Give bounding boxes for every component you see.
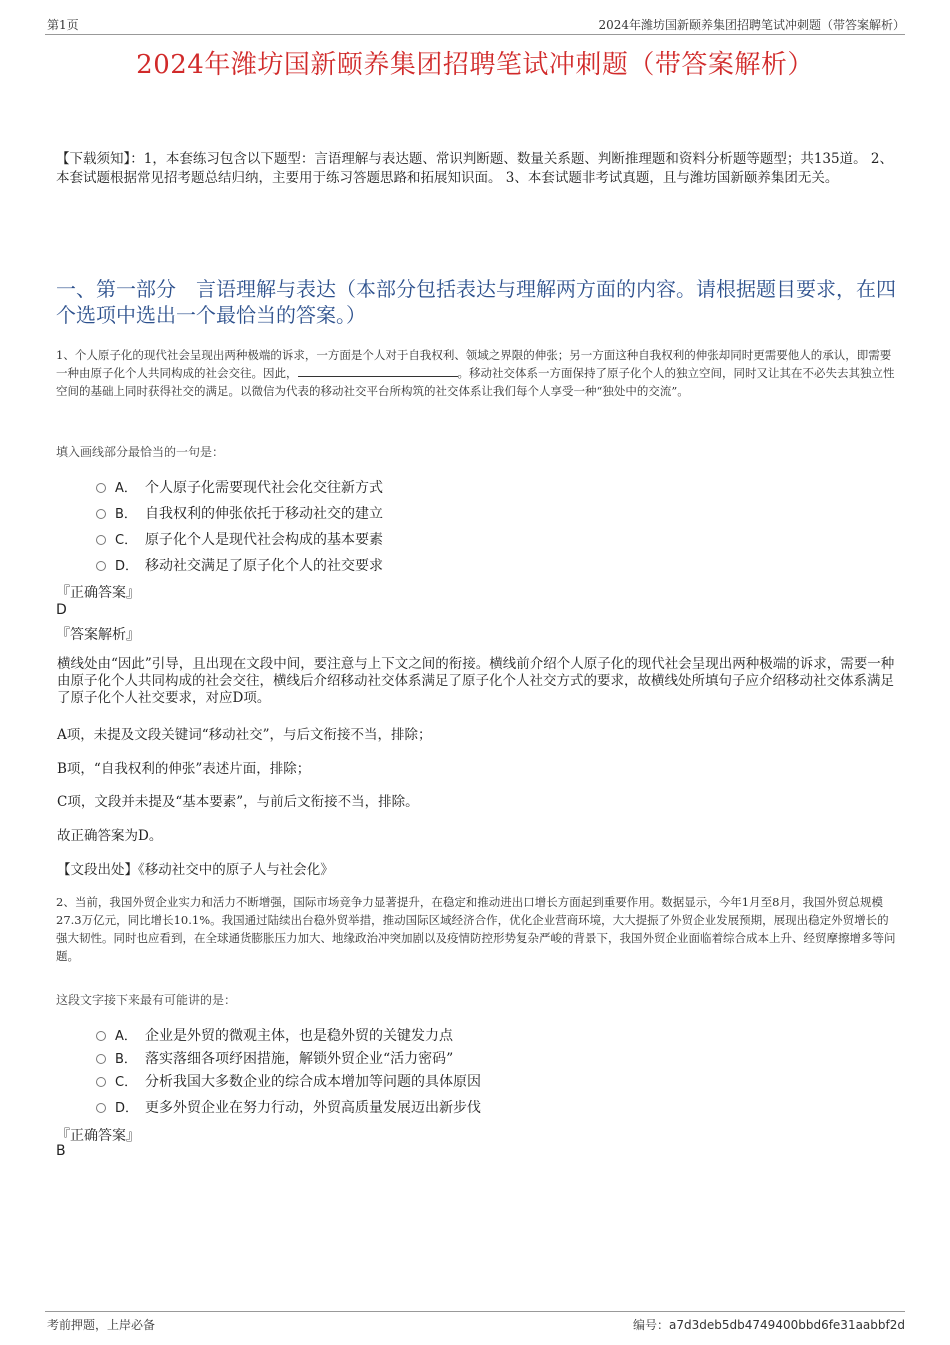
- section-heading: 一、第一部分 言语理解与表达（本部分包括表达与理解两方面的内容。请根据题目要求，在四个选项中选出一个最恰当的答案。）: [56, 277, 896, 327]
- option-b[interactable]: [96, 1048, 856, 1071]
- option-text: 自我权利的伸张依托于移动社交的建立: [145, 506, 383, 522]
- radio-icon[interactable]: [96, 483, 106, 493]
- option-b[interactable]: [96, 503, 856, 529]
- question-1-text: [56, 346, 896, 400]
- question-2-prompt: 这段文字接下来最有可能讲的是：: [56, 993, 237, 1007]
- option-letter: D．: [115, 559, 139, 574]
- analysis-option-a: A项，未提及文段关键词“移动社交”，与后文衔接不当，排除；: [57, 727, 432, 743]
- text-source: 【文段出处】《移动社交中的原子人与社会化》: [57, 862, 334, 878]
- radio-icon[interactable]: [96, 535, 106, 545]
- radio-icon[interactable]: [96, 1103, 106, 1113]
- question-2-options: [96, 1025, 856, 1123]
- analysis-paragraph: 横线处由“因此”引导，且出现在文段中间，要注意与上下文之间的衔接。横线前介绍个人原子化的现代社会呈现出两种极端的诉求，需要一种由原子化个人共同构成的社会交往，横线后介绍移动社交体系满足了原子化个人社交方式的要求，故横线处所填句子应介绍移动社交体系满足了原子化个人社交要求，对应D项。: [57, 656, 895, 706]
- option-letter: C．: [115, 533, 138, 548]
- option-text: 落实落细各项纾困措施，解锁外贸企业“活力密码”: [145, 1051, 454, 1067]
- correct-answer: B: [56, 1143, 66, 1159]
- question-1-options: [96, 477, 856, 581]
- option-c[interactable]: [96, 1071, 856, 1097]
- document-code: [633, 1316, 905, 1333]
- radio-icon[interactable]: [96, 561, 106, 571]
- option-text: 个人原子化需要现代社会化交往新方式: [145, 480, 383, 496]
- code-label: 编号：: [633, 1318, 670, 1332]
- option-c[interactable]: [96, 529, 856, 555]
- option-a[interactable]: [96, 1025, 856, 1048]
- radio-icon[interactable]: [96, 509, 106, 519]
- document-title: 2024年潍坊国新颐养集团招聘笔试冲刺题（带答案解析）: [136, 50, 814, 80]
- correct-answer-label: 『正确答案』: [56, 1128, 140, 1144]
- option-d[interactable]: [96, 555, 856, 581]
- option-text: 分析我国大多数企业的综合成本增加等问题的具体原因: [145, 1074, 481, 1090]
- option-d[interactable]: [96, 1097, 856, 1123]
- footer-slogan: 考前押题，上岸必备: [47, 1318, 156, 1332]
- option-text: 移动社交满足了原子化个人的社交要求: [145, 558, 383, 574]
- code-value: a7d3deb5db4749400bbd6fe31aabbf2d: [669, 1318, 905, 1332]
- option-text: 企业是外贸的微观主体，也是稳外贸的关键发力点: [145, 1028, 453, 1044]
- option-text: 更多外贸企业在努力行动，外贸高质量发展迈出新步伐: [145, 1100, 481, 1116]
- question-1-prompt: 填入画线部分最恰当的一句是：: [56, 445, 225, 459]
- analysis-option-b: B项，“自我权利的伸张”表述片面，排除；: [57, 761, 311, 777]
- correct-answer-label: 『正确答案』: [56, 585, 140, 601]
- analysis-label: 『答案解析』: [56, 627, 140, 643]
- option-letter: C．: [115, 1075, 138, 1090]
- question-1-text-before: 1、个人原子化的现代社会呈现出两种极端的诉求，一方面是个人对于自我权利、领域之界限的伸张；另一方面这种自我权利的伸张却同时更需要他人的承认，即需要一种由原子化个人共同构成的社会交往。因此，: [56, 348, 892, 380]
- fill-blank: [298, 364, 458, 377]
- question-2-text: 2、当前，我国外贸企业实力和活力不断增强，国际市场竞争力显著提升，在稳定和推动进出口增长方面起到重要作用。数据显示，今年1月至8月，我国外贸总规模27.3万亿元，同比增长10.1%。我国通过陆续出台稳外贸举措，推动国际区域经济合作，优化企业营商环境，大大提振了外贸企业发展预期，展现出稳定外贸增长的强大韧性。同时也应看到，在全球通货膨胀压力加大、地缘政治冲突加剧以及疫情防控形势复杂严峻的背景下，我国外贸企业面临着综合成本上升、经贸摩擦增多等问题。: [56, 895, 896, 963]
- page-footer: [45, 1311, 905, 1334]
- correct-answer: D: [56, 602, 67, 618]
- option-letter: D．: [115, 1101, 139, 1116]
- option-letter: A．: [115, 1029, 137, 1044]
- option-a[interactable]: [96, 477, 856, 503]
- analysis-conclusion: 故正确答案为D。: [57, 828, 163, 844]
- radio-icon[interactable]: [96, 1031, 106, 1041]
- page-header: [45, 14, 905, 35]
- option-letter: A．: [115, 481, 137, 496]
- radio-icon[interactable]: [96, 1077, 106, 1087]
- question-1-text-after: 。移动社交体系一方面保持了原子化个人的独立空间，同时又让其在不必失去其独立性空间的基础上同时获得社交的满足。以微信为代表的移动社交平台所构筑的社交体系让我们每个人享受一种“独处中的交流”。: [56, 366, 895, 398]
- header-doc-title: 2024年潍坊国新颐养集团招聘笔试冲刺题（带答案解析）: [598, 18, 905, 32]
- analysis-option-c: C项，文段并未提及“基本要素”，与前后文衔接不当，排除。: [57, 794, 419, 810]
- option-text: 原子化个人是现代社会构成的基本要素: [145, 532, 383, 548]
- option-letter: B．: [115, 1052, 137, 1067]
- radio-icon[interactable]: [96, 1054, 106, 1064]
- page-number: 第1页: [47, 18, 79, 32]
- download-notice: 【下载须知】：1，本套练习包含以下题型：言语理解与表达题、常识判断题、数量关系题、判断推理题和资料分析题等题型；共135道。 2、本套试题根据常见招考题总结归纳，主要用于练习答题思路和拓展知识面。 3、本套试题非考试真题，且与潍坊国新颐养集团无关。: [56, 151, 893, 186]
- option-letter: B．: [115, 507, 137, 522]
